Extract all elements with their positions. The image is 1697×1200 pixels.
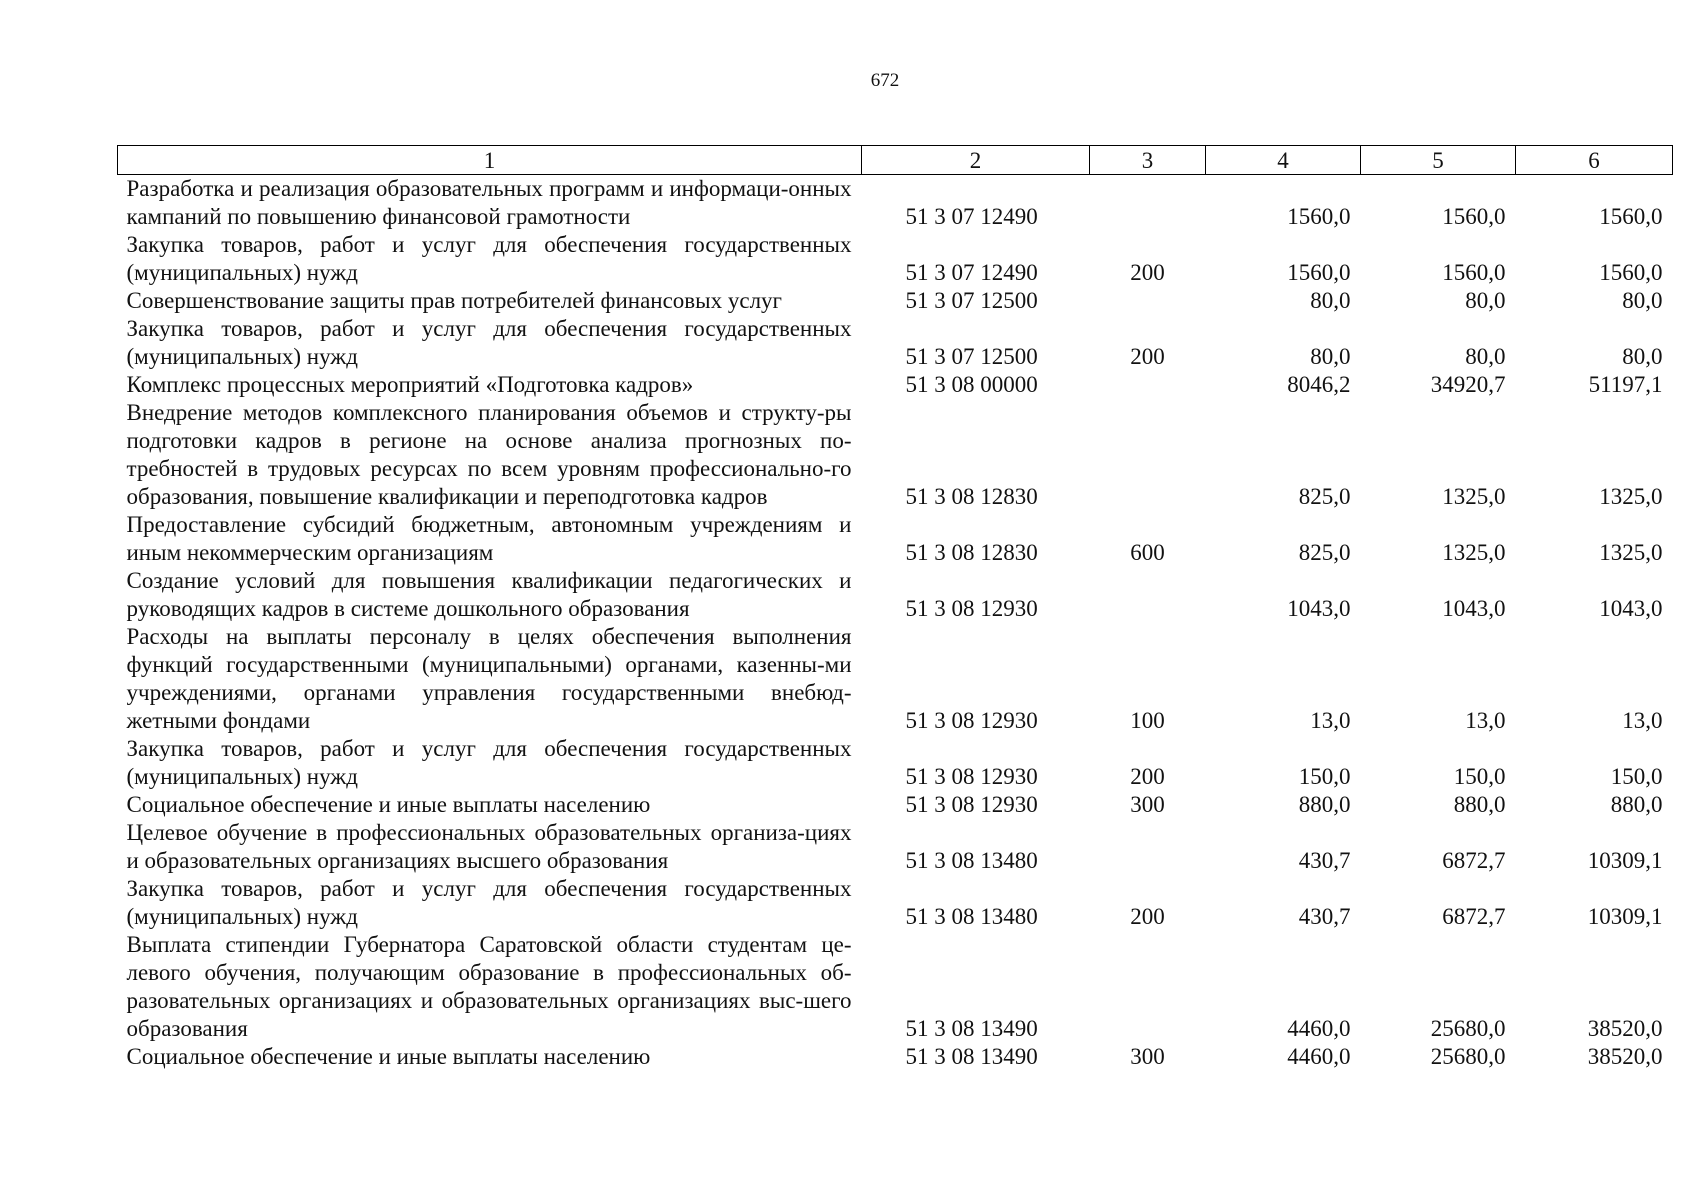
row-code: 51 3 08 13480 <box>905 904 1038 929</box>
row-expense-type: 300 <box>1130 792 1165 817</box>
column-header: 2 <box>862 146 1090 175</box>
row-name: Социальное обеспечение и иные выплаты населению <box>126 792 651 817</box>
row-value-col4: 1043,0 <box>1287 596 1351 621</box>
row-value-col6: 10309,1 <box>1587 848 1663 873</box>
table-row <box>118 1043 1673 1071</box>
page-number: 672 <box>870 70 900 91</box>
table-row <box>118 315 1673 371</box>
row-value-col5: 80,0 <box>1465 344 1506 369</box>
row-value-col4: 80,0 <box>1310 288 1351 313</box>
table-row <box>118 623 1673 735</box>
row-expense-type: 100 <box>1130 708 1165 733</box>
column-header: 4 <box>1206 146 1361 175</box>
row-name: Создание условий для повышения квалификации педагогических и руководящих кадров в системе дошкольного образования <box>126 568 852 621</box>
row-expense-type: 600 <box>1130 540 1165 565</box>
table-header <box>118 146 1673 175</box>
table-row <box>118 175 1673 232</box>
table-row <box>118 231 1673 287</box>
row-value-col5: 34920,7 <box>1430 372 1506 397</box>
row-expense-type: 200 <box>1130 904 1165 929</box>
row-value-col5: 1560,0 <box>1442 260 1506 285</box>
row-value-col4: 430,7 <box>1298 904 1351 929</box>
row-code: 51 3 08 12930 <box>905 708 1038 733</box>
row-value-col5: 80,0 <box>1465 288 1506 313</box>
row-value-col6: 80,0 <box>1622 344 1663 369</box>
row-name: Целевое обучение в профессиональных образовательных организа-циях и образовательных организациях высшего образования <box>126 820 852 873</box>
row-value-col5: 13,0 <box>1465 708 1506 733</box>
row-code: 51 3 07 12490 <box>905 204 1038 229</box>
row-value-col4: 1560,0 <box>1287 260 1351 285</box>
row-name: Предоставление субсидий бюджетным, автономным учреждениям и иным некоммерческим организациям <box>126 512 852 565</box>
budget-table <box>117 145 1673 1071</box>
row-expense-type: 200 <box>1130 344 1165 369</box>
row-expense-type <box>1090 287 1206 315</box>
row-value-col6: 38520,0 <box>1587 1016 1663 1041</box>
row-value-col6: 1325,0 <box>1599 484 1663 509</box>
row-expense-type <box>1090 567 1206 623</box>
row-value-col6: 1560,0 <box>1599 260 1663 285</box>
row-name: Закупка товаров, работ и услуг для обеспечения государственных (муниципальных) нужд <box>126 876 852 929</box>
column-header: 5 <box>1361 146 1516 175</box>
table-row <box>118 819 1673 875</box>
row-name: Совершенствование защиты прав потребителей финансовых услуг <box>126 288 782 313</box>
table-row <box>118 511 1673 567</box>
row-value-col6: 13,0 <box>1622 708 1663 733</box>
row-value-col6: 51197,1 <box>1588 372 1663 397</box>
row-value-col6: 150,0 <box>1610 764 1663 789</box>
row-value-col6: 880,0 <box>1610 792 1663 817</box>
table-row <box>118 399 1673 511</box>
row-code: 51 3 08 13480 <box>905 848 1038 873</box>
table-body <box>118 175 1673 1072</box>
table-row <box>118 371 1673 399</box>
row-code: 51 3 07 12500 <box>905 288 1038 313</box>
row-expense-type <box>1090 399 1206 511</box>
row-name: Разработка и реализация образовательных программ и информаци-онных кампаний по повышению финансовой грамотности <box>126 176 852 229</box>
row-value-col4: 150,0 <box>1298 764 1351 789</box>
row-value-col4: 825,0 <box>1298 540 1351 565</box>
row-expense-type <box>1090 819 1206 875</box>
row-code: 51 3 08 13490 <box>905 1044 1038 1069</box>
row-value-col5: 150,0 <box>1453 764 1506 789</box>
row-code: 51 3 08 12830 <box>905 540 1038 565</box>
row-value-col5: 1325,0 <box>1442 540 1506 565</box>
row-value-col6: 10309,1 <box>1587 904 1663 929</box>
row-value-col4: 825,0 <box>1298 484 1351 509</box>
row-value-col6: 1043,0 <box>1599 596 1663 621</box>
row-expense-type: 300 <box>1130 1044 1165 1069</box>
row-value-col5: 1325,0 <box>1442 484 1506 509</box>
row-code: 51 3 08 12930 <box>905 764 1038 789</box>
row-value-col4: 4460,0 <box>1287 1044 1351 1069</box>
row-name: Выплата стипендии Губернатора Саратовской области студентам це-левого обучения, получающим образование в профессиональных об-разовательных организациях и образовательных организациях выс-шего образования <box>126 932 852 1041</box>
column-header: 3 <box>1090 146 1206 175</box>
column-header: 1 <box>118 146 862 175</box>
row-name: Закупка товаров, работ и услуг для обеспечения государственных (муниципальных) нужд <box>126 316 852 369</box>
row-value-col5: 1560,0 <box>1442 204 1506 229</box>
row-code: 51 3 08 12930 <box>905 596 1038 621</box>
row-name: Расходы на выплаты персоналу в целях обеспечения выполнения функций государственными (муниципальными) органами, казенны-ми учреждениями, органами управления государственными внебюд-жетными фондами <box>126 624 852 733</box>
row-name: Закупка товаров, работ и услуг для обеспечения государственных (муниципальных) нужд <box>126 232 852 285</box>
row-value-col4: 430,7 <box>1298 848 1351 873</box>
row-expense-type: 200 <box>1130 764 1165 789</box>
row-code: 51 3 08 12830 <box>905 484 1038 509</box>
table-row <box>118 875 1673 931</box>
row-code: 51 3 08 00000 <box>905 372 1038 397</box>
table-row <box>118 287 1673 315</box>
table-row <box>118 931 1673 1043</box>
row-value-col5: 6872,7 <box>1442 848 1506 873</box>
row-code: 51 3 08 12930 <box>905 792 1038 817</box>
row-value-col4: 1560,0 <box>1287 204 1351 229</box>
row-value-col6: 38520,0 <box>1587 1044 1663 1069</box>
row-expense-type <box>1090 371 1206 399</box>
row-name: Закупка товаров, работ и услуг для обеспечения государственных (муниципальных) нужд <box>126 736 852 789</box>
row-value-col4: 13,0 <box>1310 708 1351 733</box>
row-expense-type <box>1090 175 1206 232</box>
row-value-col4: 880,0 <box>1298 792 1351 817</box>
table-row <box>118 567 1673 623</box>
row-value-col5: 25680,0 <box>1430 1016 1506 1041</box>
row-expense-type <box>1090 931 1206 1043</box>
row-name: Комплекс процессных мероприятий «Подготовка кадров» <box>126 372 694 397</box>
row-value-col4: 8046,2 <box>1287 372 1351 397</box>
row-value-col6: 1325,0 <box>1599 540 1663 565</box>
row-value-col5: 25680,0 <box>1430 1044 1506 1069</box>
row-value-col5: 6872,7 <box>1442 904 1506 929</box>
row-value-col4: 4460,0 <box>1287 1016 1351 1041</box>
column-header: 6 <box>1516 146 1673 175</box>
table-row <box>118 791 1673 819</box>
row-value-col5: 1043,0 <box>1442 596 1506 621</box>
row-name: Социальное обеспечение и иные выплаты населению <box>126 1044 651 1069</box>
row-value-col5: 880,0 <box>1453 792 1506 817</box>
row-name: Внедрение методов комплексного планирования объемов и структу-ры подготовки кадров в регионе на основе анализа прогнозных по-требностей в трудовых ресурсах по всем уровням профессионально-го образования, повышение квалификации и переподготовка кадров <box>126 400 852 509</box>
row-code: 51 3 07 12500 <box>905 344 1038 369</box>
row-expense-type: 200 <box>1130 260 1165 285</box>
row-value-col6: 80,0 <box>1622 288 1663 313</box>
row-value-col4: 80,0 <box>1310 344 1351 369</box>
row-code: 51 3 07 12490 <box>905 260 1038 285</box>
row-code: 51 3 08 13490 <box>905 1016 1038 1041</box>
table-row <box>118 735 1673 791</box>
row-value-col6: 1560,0 <box>1599 204 1663 229</box>
